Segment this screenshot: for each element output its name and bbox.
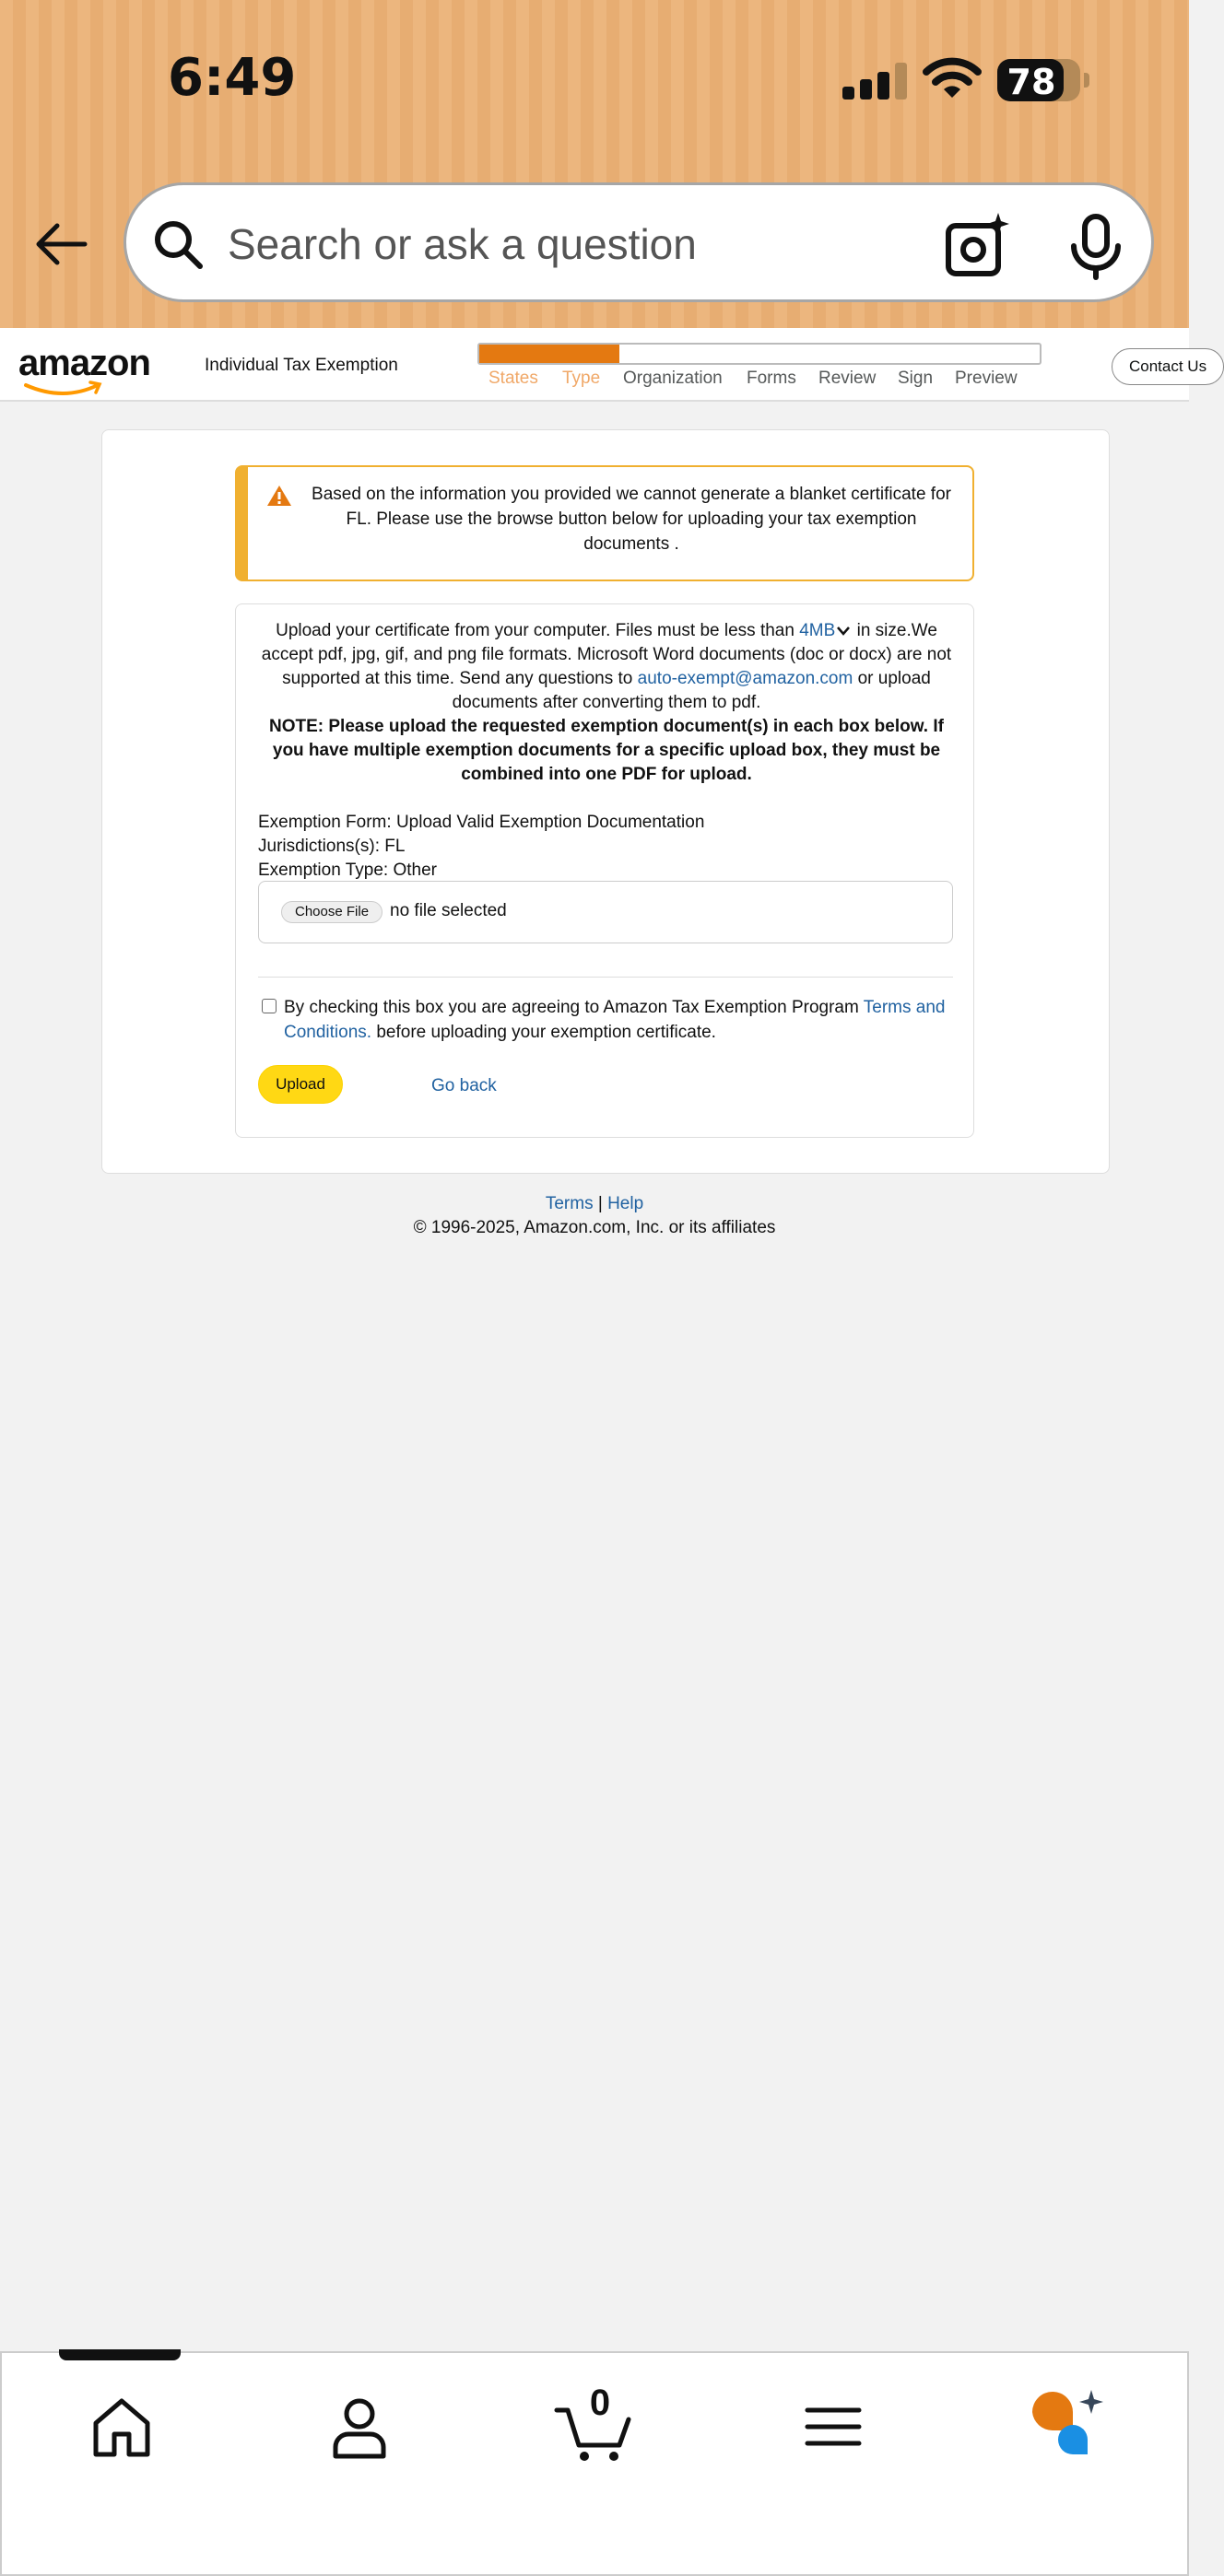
amazon-smile-icon — [22, 380, 105, 398]
exemption-type-label: Exemption Type: — [258, 861, 389, 880]
contact-us-button[interactable]: Contact Us — [1112, 348, 1224, 385]
main-card — [101, 429, 1110, 1174]
page-title: Individual Tax Exemption — [205, 356, 398, 375]
alert-message: Based on the information you provided we cannot generate a blanket certificate for FL. Please use the browse button below for uploading your tax exemption documents . — [312, 485, 951, 554]
chevron-down-icon[interactable] — [835, 625, 852, 638]
back-arrow-icon[interactable] — [33, 221, 88, 267]
jurisdiction-row — [258, 837, 405, 857]
page-header — [0, 328, 1207, 402]
agreement-text-before: By checking this box you are agreeing to Amazon Tax Exemption Program — [284, 998, 859, 1017]
exemption-form-row — [258, 813, 704, 833]
upload-instructions — [258, 619, 955, 787]
footer-help-link[interactable]: Help — [607, 1194, 644, 1213]
jurisdiction-value: FL — [384, 837, 406, 856]
step-sign: Sign — [898, 369, 934, 388]
choose-file-button[interactable]: Choose File — [281, 901, 382, 923]
upload-note: NOTE: Please upload the requested exemption document(s) in each box below. If you have multiple exemption documents for a specific upload box, they must be combined into one PDF for upload. — [269, 717, 944, 784]
agreement-text-after: before uploading your exemption certificate. — [376, 1023, 716, 1042]
status-time: 6:49 — [168, 48, 297, 108]
upload-button[interactable]: Upload — [258, 1065, 343, 1104]
footer-links — [0, 1194, 1189, 1214]
exemption-form-value: Upload Valid Exemption Documentation — [395, 813, 705, 832]
step-type: Type — [562, 369, 601, 388]
warning-icon — [266, 484, 292, 508]
instructions-part3: or upload documents after converting them to pdf. — [452, 669, 931, 712]
go-back-link[interactable]: Go back — [431, 1076, 497, 1095]
menu-icon[interactable] — [796, 2390, 870, 2464]
progress-fill — [479, 345, 619, 363]
upload-panel — [235, 603, 974, 1138]
search-bar[interactable] — [124, 182, 1154, 302]
wifi-icon — [924, 57, 981, 100]
size-limit-link[interactable]: 4MB — [799, 621, 836, 640]
progress-bar — [477, 343, 1042, 365]
terms-and-conditions-link[interactable]: Terms and Conditions. — [284, 998, 946, 1042]
agree-terms-checkbox[interactable] — [262, 999, 277, 1013]
file-upload-box — [258, 881, 953, 943]
file-status: no file selected — [390, 901, 507, 920]
search-input[interactable] — [228, 211, 965, 277]
account-icon[interactable] — [323, 2390, 396, 2464]
home-icon[interactable] — [85, 2390, 159, 2464]
agreement-text — [284, 995, 947, 1045]
camera-search-icon[interactable] — [945, 213, 1009, 277]
battery-icon — [997, 59, 1080, 101]
step-review: Review — [818, 369, 877, 388]
step-preview: Preview — [955, 369, 1018, 388]
instructions-part2: in size.We accept pdf, jpg, gif, and png file formats. Microsoft Word documents (doc or docx) are not supported at this time. Send any questions to — [261, 621, 952, 688]
exemption-type-row — [258, 861, 437, 881]
support-email-link[interactable]: auto-exempt@amazon.com — [637, 669, 853, 688]
battery-level: 78 — [1006, 62, 1056, 102]
microphone-icon[interactable] — [1068, 215, 1124, 279]
footer-copyright: © 1996-2025, Amazon.com, Inc. or its affiliates — [413, 1218, 776, 1237]
cart-count: 0 — [589, 2383, 611, 2423]
instructions-part1: Upload your certificate from your computer. Files must be less than — [276, 621, 794, 640]
step-states: States — [488, 369, 538, 388]
divider — [258, 977, 953, 978]
search-icon — [152, 218, 204, 270]
step-organization: Organization — [623, 369, 723, 388]
jurisdiction-label: Jurisdictions(s): — [258, 837, 380, 856]
browser-header — [0, 0, 1189, 328]
warning-alert — [235, 465, 974, 581]
exemption-form-label: Exemption Form: — [258, 813, 392, 832]
bottom-navigation — [0, 2351, 1189, 2576]
progress-steps — [477, 369, 1123, 394]
active-tab-indicator — [59, 2349, 181, 2360]
footer-separator: | — [597, 1194, 603, 1213]
rufus-assistant-icon[interactable] — [1027, 2384, 1110, 2467]
exemption-type-value: Other — [393, 861, 437, 880]
amazon-logo[interactable]: amazon — [18, 343, 150, 383]
cart-button[interactable] — [555, 2383, 638, 2464]
step-forms: Forms — [747, 369, 796, 388]
footer-terms-link[interactable]: Terms — [545, 1194, 594, 1213]
cellular-signal-icon — [842, 63, 907, 100]
